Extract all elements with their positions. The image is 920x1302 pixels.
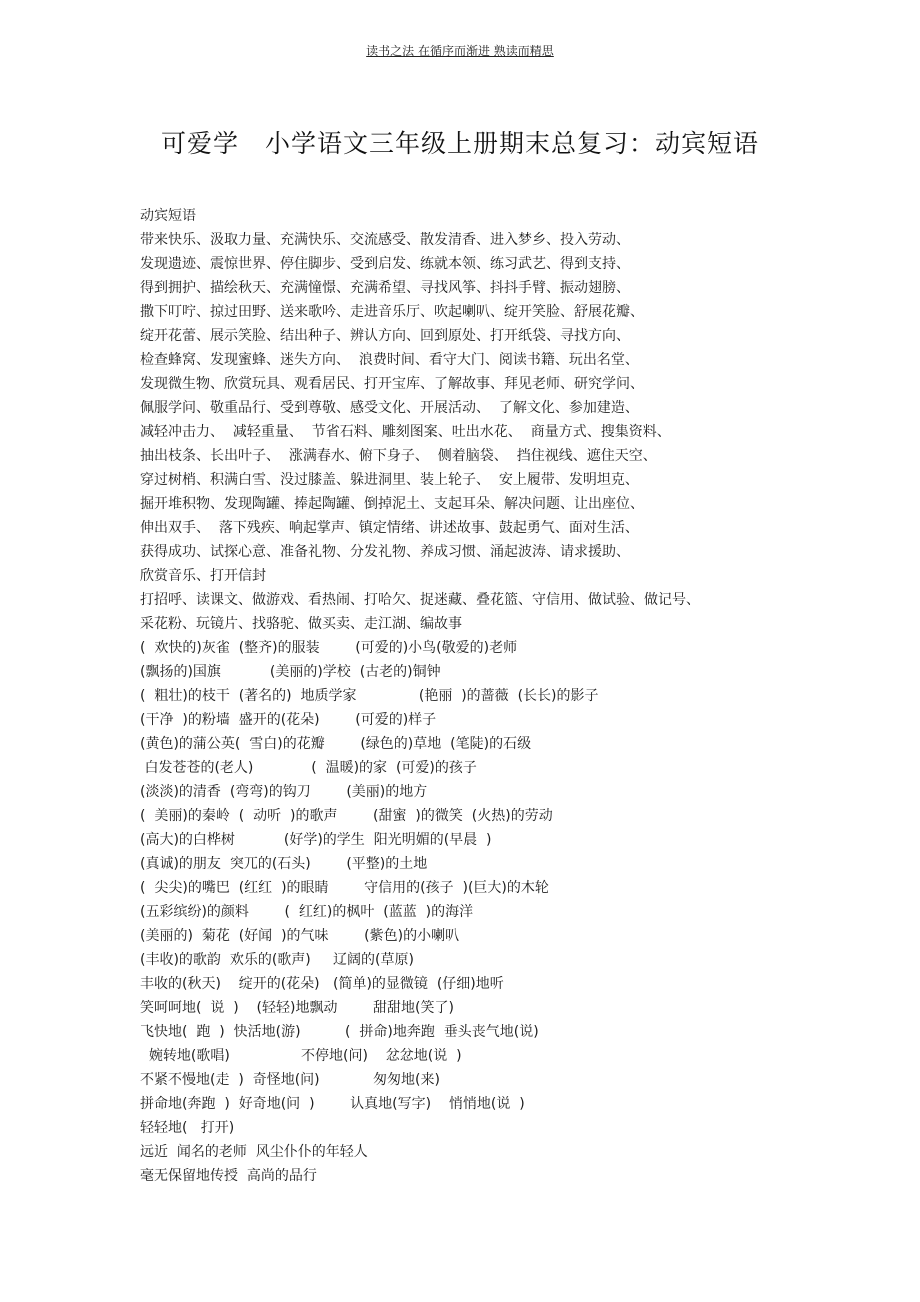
text-line: 伸出双手、 落下残疾、响起掌声、镇定情绪、讲述故事、鼓起勇气、面对生活、 <box>140 520 639 536</box>
text-line: ( 美丽)的秦岭 ( 动听 )的歌声 (甜蜜 )的微笑 (火热)的劳动 <box>140 808 553 824</box>
text-line: (淡淡)的清香 (弯弯)的钩刀 (美丽)的地方 <box>140 784 428 800</box>
text-line: 毫无保留地传授 高尚的品行 <box>140 1168 317 1184</box>
text-line: 掘开堆积物、发现陶罐、捧起陶罐、倒掉泥土、支起耳朵、解决问题、让出座位、 <box>140 496 644 512</box>
text-line: (丰收)的歌韵 欢乐的(歌声) 辽阔的(草原) <box>140 952 414 968</box>
text-line: 拼命地(奔跑 ) 好奇地(问 ) 认真地(写字) 悄悄地(说 ) <box>140 1096 525 1112</box>
title-prefix: 可爱学 <box>160 129 239 158</box>
text-line: 婉转地(歌唱) 不停地(问) 忿忿地(说 ) <box>140 1048 462 1064</box>
title-main: 小学语文三年级上册期末总复习：动宾短语 <box>265 129 760 158</box>
text-line: (黄色)的蒲公英( 雪白)的花瓣 (绿色的)草地 (笔陡)的石级 <box>140 736 532 752</box>
text-line: (真诚)的朋友 突兀的(石头) (平整)的土地 <box>140 856 428 872</box>
text-line: 绽开花蕾、展示笑脸、结出种子、辨认方向、回到原处、打开纸袋、寻找方向、 <box>140 328 630 344</box>
text-line: 带来快乐、汲取力量、充满快乐、交流感受、散发清香、进入梦乡、投入劳动、 <box>140 232 630 248</box>
text-line: 减轻冲击力、 减轻重量、 节省石料、雕刻图案、吐出水花、 商量方式、搜集资料、 <box>140 424 671 440</box>
section-heading: 动宾短语 <box>140 208 196 224</box>
text-line: 欣赏音乐、打开信封 <box>140 568 266 584</box>
text-line: 穿过树梢、积满白雪、没过膝盖、躲进洞里、装上轮子、 安上履带、发明坦克、 <box>140 472 639 488</box>
text-line: 丰收的(秋天) 绽开的(花朵) (简单)的显微镜 (仔细)地听 <box>140 976 504 992</box>
text-line: 不紧不慢地(走 ) 奇怪地(问) 匆匆地(来) <box>140 1072 440 1088</box>
page-title <box>0 128 920 160</box>
text-line: 打招呼、读课文、做游戏、看热闹、打哈欠、捉迷藏、叠花篮、守信用、做试验、做记号、 <box>140 592 700 608</box>
text-line: 采花粉、玩镜片、找骆驼、做买卖、走江湖、编故事 <box>140 616 462 632</box>
text-line: (干净 )的粉墙 盛开的(花朵) (可爱的)样子 <box>140 712 437 728</box>
text-line: 白发苍苍的(老人) ( 温暖)的家 (可爱)的孩子 <box>140 760 477 776</box>
text-line: ( 尖尖)的嘴巴 (红红 )的眼睛 守信用的(孩子 )(巨大)的木轮 <box>140 880 549 896</box>
text-line: 远近 闻名的老师 风尘仆仆的年轻人 <box>140 1144 368 1160</box>
text-line: (高大)的白桦树 (好学)的学生 阳光明媚的(早晨 ) <box>140 832 492 848</box>
text-line: ( 粗壮)的枝干 (著名的) 地质学家 (艳丽 )的蔷薇 (长长)的影子 <box>140 688 599 704</box>
text-line: 发现遗迹、震惊世界、停住脚步、受到启发、练就本领、练习武艺、得到支持、 <box>140 256 630 272</box>
text-line: 撒下叮咛、掠过田野、送来歌吟、走进音乐厅、吹起喇叭、绽开笑脸、舒展花瓣、 <box>140 304 644 320</box>
header-note: 读书之法 在循序而渐进 熟读而精思 <box>366 44 554 58</box>
text-line: (飘扬的)国旗 (美丽的)学校 (古老的)铜钟 <box>140 664 441 680</box>
text-line: 飞快地( 跑 ) 快活地(游) ( 拼命)地奔跑 垂头丧气地(说) <box>140 1024 539 1040</box>
text-line: 佩服学问、敬重品行、受到尊敬、感受文化、开展活动、 了解文化、参加建造、 <box>140 400 639 416</box>
text-line: 得到拥护、描绘秋天、充满憧憬、充满希望、寻找风筝、抖抖手臂、振动翅膀、 <box>140 280 630 296</box>
text-line: 抽出枝条、长出叶子、 涨满春水、俯下身子、 侧着脑袋、 挡住视线、遮住天空、 <box>140 448 657 464</box>
text-line: 笑呵呵地( 说 ) (轻轻)地飘动 甜甜地(笑了) <box>140 1000 454 1016</box>
text-line: (五彩缤纷)的颜料 ( 红红)的枫叶 (蓝蓝 )的海洋 <box>140 904 474 920</box>
text-line: (美丽的) 菊花 (好闻 )的气味 (紫色)的小喇叭 <box>140 928 460 944</box>
text-line: 发现微生物、欣赏玩具、观看居民、打开宝库、了解故事、拜见老师、研究学问、 <box>140 376 644 392</box>
text-line: ( 欢快的)灰雀 (整齐)的服装 (可爱的)小鸟(敬爱的)老师 <box>140 640 518 656</box>
document-body <box>140 204 840 1188</box>
text-line: 轻轻地( 打开) <box>140 1120 235 1136</box>
text-line: 获得成功、试探心意、准备礼物、分发礼物、养成习惯、涌起波涛、请求援助、 <box>140 544 630 560</box>
text-line: 检查蜂窝、发现蜜蜂、迷失方向、 浪费时间、看守大门、阅读书籍、玩出名堂、 <box>140 352 639 368</box>
